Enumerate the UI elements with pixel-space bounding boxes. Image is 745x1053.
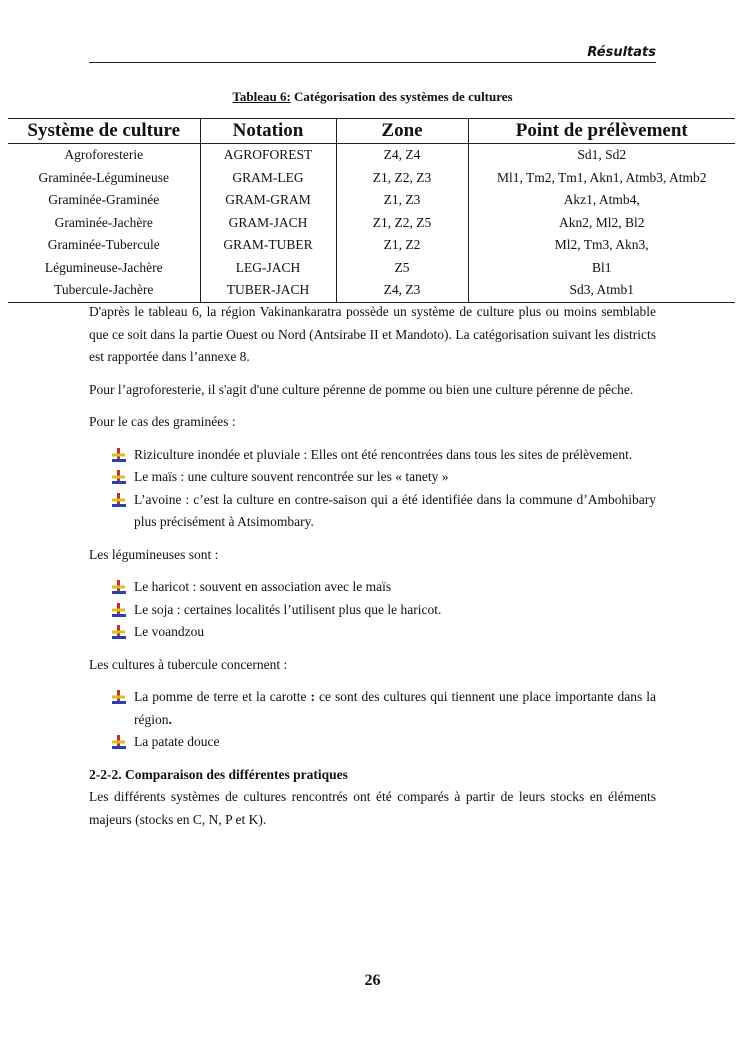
bullet-list <box>89 686 656 754</box>
paragraph: Pour le cas des graminées : <box>89 414 236 429</box>
table-cell: Bl1 <box>468 257 735 280</box>
table-cell: Ml1, Tm2, Tm1, Akn1, Atmb3, Atmb2 <box>468 167 735 190</box>
table-cell: GRAM-LEG <box>200 167 336 190</box>
table-cell: Graminée-Jachère <box>54 214 153 230</box>
table-cell: Légumineuse-Jachère <box>44 259 163 275</box>
table-cell: Ml2, Tm3, Akn3, <box>468 234 735 257</box>
bullet-list <box>89 444 656 534</box>
table-cell: Tubercule-Jachère <box>8 279 200 302</box>
table-row <box>8 257 735 280</box>
table-cell: Z1, Z2, Z5 <box>336 212 468 235</box>
table-cell: Agroforesterie <box>64 147 144 162</box>
column-header: Système de culture <box>8 119 200 144</box>
bullet-icon <box>112 493 126 507</box>
table-cell: AGROFOREST <box>200 144 336 167</box>
culture-systems-table <box>8 118 735 303</box>
bullet-icon <box>112 448 126 462</box>
body-text <box>89 301 656 841</box>
list-item: Le soja : certaines localités l’utilisent plus que le haricot. <box>134 599 656 622</box>
table-caption <box>0 89 745 105</box>
table-cell: LEG-JACH <box>200 257 336 280</box>
column-header: Zone <box>336 119 468 144</box>
table-cell: Z5 <box>336 257 468 280</box>
page-number: 26 <box>364 972 381 989</box>
table-cell: Z4, Z4 <box>336 144 468 167</box>
table-row <box>8 234 735 257</box>
list-item: L’avoine : c’est la culture en contre-saison qui a été identifiée dans la commune d’Ambohibary plus précisément à Atsimombary. <box>134 489 656 534</box>
table-cell: Z1, Z2, Z3 <box>336 167 468 190</box>
list-item: La patate douce <box>134 731 656 754</box>
table-cell: TUBER-JACH <box>200 279 336 302</box>
table-cell: Z1, Z2 <box>336 234 468 257</box>
table-row <box>8 279 735 302</box>
paragraph: Les cultures à tubercule concernent : <box>89 656 288 672</box>
bullet-icon <box>112 690 126 704</box>
bullet-icon <box>112 603 126 617</box>
caption-text: Catégorisation des systèmes de cultures <box>290 89 513 104</box>
list-item: Le voandzou <box>134 621 656 644</box>
table-cell: GRAM-TUBER <box>200 234 336 257</box>
table-cell: Z1, Z3 <box>336 189 468 212</box>
bullet-icon <box>112 470 126 484</box>
list-item: La pomme de terre et la carotte : ce sont des cultures qui tiennent une place importante dans la région. <box>134 686 656 731</box>
table-cell: GRAM-GRAM <box>200 189 336 212</box>
table-row <box>8 167 735 190</box>
table-cell: Graminée-Légumineuse <box>38 169 169 185</box>
paragraph: Les légumineuses sont : <box>89 546 219 562</box>
table-cell: Z4, Z3 <box>336 279 468 302</box>
paragraph: D'après le tableau 6, la région Vakinankaratra possède un système de culture plus ou moins semblable que ce soit dans la partie Ouest ou Nord (Antsirabe II et Mandoto). La catégorisation suivant les districts est rapportée dans l’annexe 8. <box>89 304 656 364</box>
table-cell: Sd3, Atmb1 <box>468 279 735 302</box>
column-header: Notation <box>200 119 336 144</box>
section-heading: 2-2-2. Comparaison des différentes pratiques <box>89 766 348 782</box>
table-cell: Graminée-Graminée <box>48 192 160 207</box>
table-cell: Akz1, Atmb4, <box>468 189 735 212</box>
table-cell: Sd1, Sd2 <box>468 144 735 167</box>
list-item: Le haricot : souvent en association avec le maïs <box>134 576 656 599</box>
table-cell: Graminée-Tubercule <box>47 237 160 252</box>
table-row <box>8 144 735 167</box>
bullet-icon <box>112 735 126 749</box>
table-row <box>8 212 735 235</box>
paragraph: Les différents systèmes de cultures rencontrés ont été comparés à partir de leurs stocks en éléments majeurs (stocks en C, N, P et K). <box>89 789 656 827</box>
page-header <box>89 44 656 63</box>
table-row <box>8 189 735 212</box>
header-title: Résultats <box>587 45 656 60</box>
table-header-row <box>8 119 735 144</box>
paragraph: Pour l’agroforesterie, il s'agit d'une culture pérenne de pomme ou bien une culture pérenne de pêche. <box>89 381 634 397</box>
bullet-icon <box>112 580 126 594</box>
caption-label: Tableau 6: <box>232 89 291 104</box>
table-cell: Akn2, Ml2, Bl2 <box>468 212 735 235</box>
bullet-list <box>89 576 656 644</box>
table-cell: GRAM-JACH <box>200 212 336 235</box>
column-header: Point de prélèvement <box>468 119 735 144</box>
bullet-icon <box>112 625 126 639</box>
list-item: Riziculture inondée et pluviale : Elles ont été rencontrées dans tous les sites de prélèvement. <box>134 444 656 467</box>
list-item: Le maïs : une culture souvent rencontrée sur les « tanety » <box>134 466 656 489</box>
